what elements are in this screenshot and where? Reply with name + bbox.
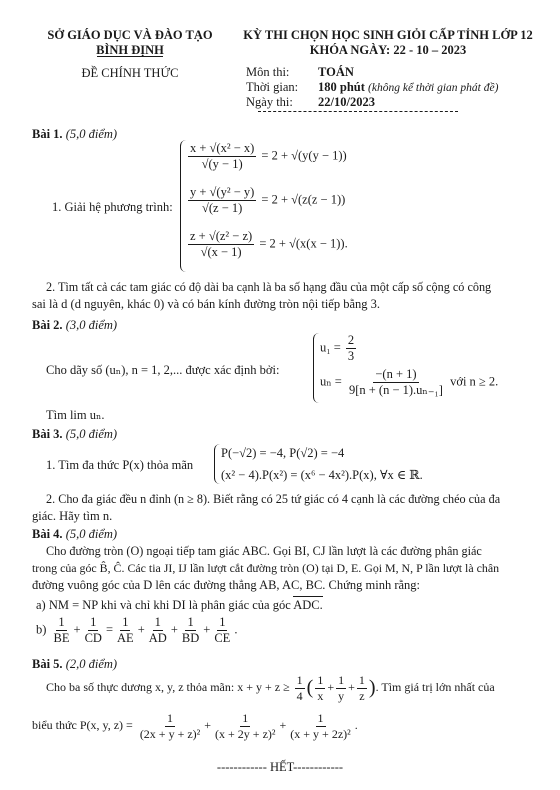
polynomial-cond-1: P(−√2) = −4, P(√2) = −4 — [221, 446, 345, 460]
frac-1-bd — [180, 616, 201, 645]
time-label: Thời gian: — [246, 80, 299, 94]
un-denominator: 9[n + (n − 1).uₙ₋₁] — [348, 383, 443, 398]
frac-numerator: 1 — [217, 616, 227, 631]
bai3-q1-text: 1. Tìm đa thức P(x) thỏa mãn — [46, 458, 194, 472]
bai1-title: Bài 1. — [32, 127, 63, 141]
bai3-q2-line1: 2. Cho đa giác đều n đỉnh (n ≥ 8). Biết rằng có 25 tứ giác có 4 cạnh là các đường chéo của đa — [46, 492, 501, 506]
frac-numerator: 1 — [317, 711, 324, 725]
eq2-denominator: √(z − 1) — [202, 201, 243, 216]
frac-denominator: y — [338, 688, 345, 703]
exam-title: KỲ THI CHỌN HỌC SINH GIỎI CẤP TỈNH LỚP 12 — [243, 28, 533, 42]
bai5-condition: Cho ba số thực dương x, y, z thỏa mãn: x + y + z ≥ $\frac{1}{4}$ ( $\frac{1}{x}$ + $\frac{1}{y}$ + $\frac{1}{z}$ ). Tìm giá trị lớn nhất của — [46, 673, 495, 703]
frac-numerator: 1 — [296, 673, 303, 687]
bai4-line3: đường vuông góc của D lên các đường thẳng AB, AC, BC. Chứng minh rằng: — [32, 578, 421, 592]
frac-numerator: 1 — [153, 616, 163, 631]
polynomial-cond-2: (x² − 4).P(x²) = (x⁶ − 4x²).P(x), ∀x ∈ ℝ. — [221, 468, 423, 482]
bai4-points: (5,0 điểm) — [65, 527, 118, 541]
department-name: SỞ GIÁO DỤC VÀ ĐÀO TẠO — [47, 28, 213, 42]
eq2-fraction — [188, 186, 256, 215]
bai4-line2: trong của góc B̂, Ĉ. Các tia JI, IJ lần lượt cắt đường tròn (O) tại D, E. Gọi M, N, P lần lượt là chân — [32, 561, 500, 575]
bai3-title: Bài 3. — [32, 427, 63, 441]
bai1-points: (5,0 điểm) — [65, 127, 118, 141]
bai1-heading — [32, 127, 117, 142]
end-marker: ------------ HẾT------------ — [216, 760, 344, 774]
frac-numerator: 1 — [120, 616, 130, 631]
u1-fraction — [346, 334, 356, 363]
eq3-numerator: z + √(z² − z) — [188, 230, 254, 245]
bai5-title: Bài 5. — [32, 657, 63, 671]
frac-1-cd — [83, 616, 104, 645]
bai4-title: Bài 4. — [32, 527, 63, 541]
bai4-part-b: b) $\frac{1}{BE}$ + $\frac{1}{CD}$ = $\frac{1}{AE}$ + $\frac{1}{AD}$ + $\frac{1}{BD}$ + $\frac{1}{CE}$ . — [36, 615, 238, 646]
header-dashed-rule — [258, 111, 458, 112]
frac-numerator: 1 — [338, 673, 345, 687]
frac-denominator: BD — [181, 631, 200, 646]
frac-numerator: 1 — [185, 616, 195, 631]
bai2-text: Cho dãy số (uₙ), n = 1, 2,... được xác định bởi: — [46, 363, 280, 377]
frac-numerator: 1 — [358, 673, 365, 687]
eq1-numerator: x + √(x² − x) — [188, 142, 256, 157]
frac-denominator: 4 — [296, 688, 303, 703]
equation-1 — [186, 142, 347, 171]
frac-1-y — [336, 674, 346, 702]
u1-lhs: u₁ = — [320, 340, 341, 355]
frac-denominator: x — [317, 688, 324, 703]
un-numerator: −(n + 1) — [373, 368, 418, 383]
bai1-q2-line1: 2. Tìm tất cả các tam giác có độ dài ba cạnh là ba số hạng đầu của một cấp số cộng có công — [46, 280, 492, 294]
eq3-denominator: √(x − 1) — [200, 245, 242, 260]
frac-denominator: BE — [53, 631, 70, 646]
time-note: (không kể thời gian phát đề) — [368, 82, 499, 94]
bai4-heading — [32, 527, 117, 542]
frac-denominator: (x + 2y + z)² — [215, 726, 276, 741]
subject-value: TOÁN — [318, 65, 354, 79]
frac-numerator: 1 — [167, 711, 174, 725]
eq2-numerator: y + √(y² − y) — [188, 186, 256, 201]
frac-denominator: CD — [84, 631, 102, 646]
un-condition: với n ≥ 2. — [450, 374, 499, 389]
province-name: BÌNH ĐỊNH — [96, 43, 164, 57]
frac-1-ae — [115, 616, 136, 645]
part-a-angle: ADC. — [293, 598, 323, 612]
time-info — [318, 80, 498, 95]
frac-denominator: AD — [148, 631, 167, 646]
frac-1-ad — [147, 616, 169, 645]
u1-denominator: 3 — [347, 349, 355, 364]
bai5-heading — [32, 657, 117, 672]
eq2-rhs: = 2 + √(z(z − 1)) — [261, 192, 346, 207]
date-value: 22/10/2023 — [318, 95, 375, 109]
u1-numerator: 2 — [346, 334, 356, 349]
frac-denominator: AE — [117, 631, 134, 646]
polynomial-brace — [214, 444, 221, 484]
frac-numerator: 1 — [56, 616, 66, 631]
part-a-text: a) NM = NP khi và chỉ khi DI là phân giác của góc — [36, 598, 291, 612]
bai3-points: (5,0 điểm) — [65, 427, 118, 441]
p-term-3 — [288, 712, 352, 740]
frac-numerator: 1 — [242, 711, 249, 725]
bai3-heading — [32, 427, 117, 442]
frac-denominator: z — [359, 688, 365, 703]
coef-fraction — [295, 674, 305, 702]
un-definition — [320, 368, 498, 397]
bai1-q1-text: 1. Giải hệ phương trình: — [52, 200, 173, 214]
frac-denominator: (2x + y + z)² — [139, 726, 201, 741]
bai5-points: (2,0 điểm) — [65, 657, 118, 671]
exam-date-line: KHÓA NGÀY: 22 - 10 – 2023 — [309, 43, 467, 57]
un-fraction — [347, 368, 445, 397]
subject-label: Môn thi: — [246, 65, 290, 79]
frac-1-x — [315, 674, 325, 702]
equation-2 — [186, 186, 345, 215]
bai5-condition-end: . Tìm giá trị lớn nhất của — [375, 679, 495, 694]
bai2-heading — [32, 318, 117, 333]
bai2-find: Tìm lim uₙ. — [46, 408, 105, 422]
bai2-title: Bài 2. — [32, 318, 63, 332]
time-value: 180 phút — [318, 80, 365, 94]
sequence-brace — [313, 333, 320, 403]
p-term-2 — [213, 712, 277, 740]
frac-numerator: 1 — [317, 673, 324, 687]
frac-1-z — [357, 674, 367, 702]
bai4-part-a — [36, 598, 323, 613]
expression-label: biểu thức P(x, y, z) = — [32, 717, 133, 732]
frac-denominator: (x + y + 2z)² — [290, 726, 351, 741]
eq3-fraction — [188, 230, 254, 259]
bai5-condition-start: Cho ba số thực dương x, y, z thỏa mãn: x + y + z ≥ — [46, 679, 290, 694]
official-label: ĐỀ CHÍNH THỨC — [81, 66, 179, 80]
p-term-1 — [138, 712, 202, 740]
bai3-q2-line2: giác. Hãy tìm n. — [32, 509, 113, 523]
bai5-expression: biểu thức P(x, y, z) = $\frac{1}{\text{(2x + y + z)²}}$ + $\frac{1}{\text{(x + 2y + z)²}}$ + $\frac{1}{\text{(x + y + 2z)²}}$ . — [32, 711, 358, 741]
left-header-rule — [97, 56, 163, 57]
right-paren: ) — [368, 676, 376, 699]
date-label: Ngày thi: — [246, 95, 293, 109]
frac-1-be — [52, 616, 72, 645]
eq1-rhs: = 2 + √(y(y − 1)) — [261, 148, 347, 163]
bai2-points: (3,0 điểm) — [65, 318, 118, 332]
left-paren: ( — [306, 676, 314, 699]
bai4-line1: Cho đường tròn (O) ngoại tiếp tam giác ABC. Gọi BI, CJ lần lượt là các đường phân giác — [46, 544, 482, 558]
eq1-fraction — [188, 142, 256, 171]
un-lhs: uₙ = — [320, 374, 342, 389]
eq3-rhs: = 2 + √(x(x − 1)). — [259, 236, 348, 251]
eq1-denominator: √(y − 1) — [201, 157, 243, 172]
equation-3 — [186, 230, 348, 259]
frac-1-ce — [212, 616, 232, 645]
bai1-q2-line2: sai là d (d nguyên, khác 0) và có bán kính đường tròn nội tiếp bằng 3. — [32, 297, 381, 311]
u1-definition — [320, 334, 358, 363]
part-b-label: b) — [36, 622, 47, 637]
frac-denominator: CE — [214, 631, 231, 646]
frac-numerator: 1 — [88, 616, 98, 631]
